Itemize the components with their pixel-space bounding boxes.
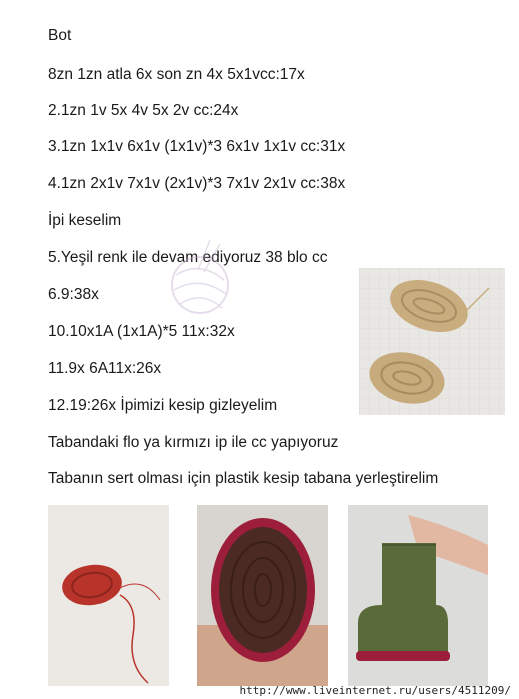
text-line-plastic-insert: Tabanın sert olması için plastik kesip tabana yerleştirelim [48, 470, 439, 487]
text-line-round-4: 4.1zn 2x1v 7x1v (2x1v)*3 7x1v 2x1v cc:38x [48, 175, 346, 192]
text-line-round-12: 12.19:26x İpimizi kesip gizleyelim [48, 397, 278, 414]
text-line-round-11: 11.9x 6A11x:26x [48, 360, 162, 377]
text-line-round-3: 3.1zn 1x1v 6x1v (1x1v)*3 6x1v 1x1v cc:31x [48, 138, 346, 155]
text-line-round-2: 2.1zn 1v 5x 4v 5x 2v cc:24x [48, 102, 239, 119]
photo-tan-soles [359, 268, 505, 415]
footer-url: http://www.liveinternet.ru/users/4511209/ [239, 684, 511, 697]
photo-red-sole [48, 505, 169, 686]
text-line-cut-yarn: İpi keselim [48, 212, 122, 229]
text-line-round-1: 8zn 1zn atla 6x son zn 4x 5x1vcc:17x [48, 66, 305, 83]
photo-brown-sole-in-hand [197, 505, 328, 686]
photo-green-bootie [348, 505, 488, 686]
text-line-title: Bot [48, 27, 72, 44]
text-line-round-5: 5.Yeşil renk ile devam ediyoruz 38 blo cc [48, 249, 328, 266]
yarn-ball-watermark [140, 230, 260, 340]
text-line-round-10: 10.10x1A (1x1A)*5 11x:32x [48, 323, 235, 340]
text-line-round-6-9: 6.9:38x [48, 286, 99, 303]
text-line-sole-edging: Tabandaki flo ya kırmızı ip ile cc yapıyoruz [48, 434, 339, 451]
